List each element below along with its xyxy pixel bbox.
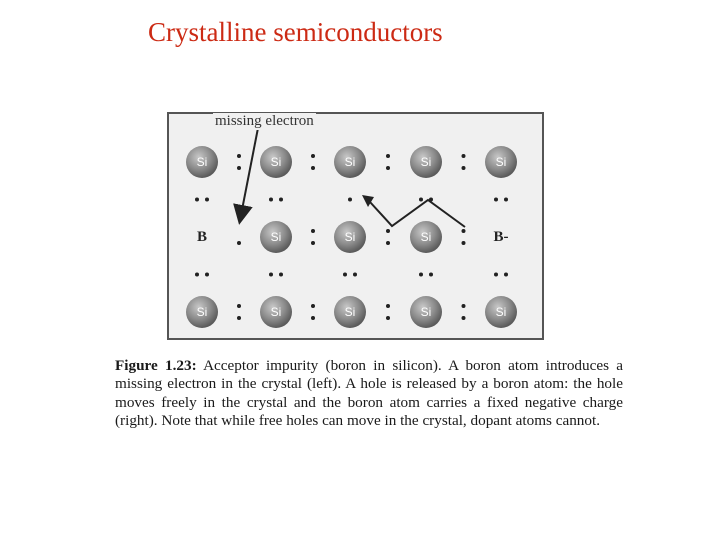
electron-dot [462,229,466,233]
missing-electron-label: missing electron [215,113,314,129]
silicon-atom-label: Si [270,155,282,169]
electron-dot [343,273,347,277]
electron-dot [419,198,423,202]
electron-dot [462,316,466,320]
electron-dot [353,273,357,277]
boron-atom-label: B- [493,229,509,245]
caption-text: Acceptor impurity (boron in silicon). A boron atom introduces a missing electron in the crystal (left). A hole is released by a boron atom: the hole moves freely in the crystal and the boron atom carries a fixed negative charge (right). Note that while free holes can move in the crystal, dopant atoms cannot. [115,357,624,429]
silicon-atom-label: Si [420,155,432,169]
electron-dot [205,198,209,202]
silicon-atom-label: Si [420,305,432,319]
silicon-atom-label: Si [270,305,282,319]
atoms [186,146,517,328]
electron-dot [462,304,466,308]
electron-dot [494,198,498,202]
caption-label: Figure 1.23: [115,357,197,374]
silicon-atom-label: Si [344,155,356,169]
electron-dot [311,304,315,308]
electron-dot [504,198,508,202]
electron-dot [494,273,498,277]
electron-dot [386,229,390,233]
electron-dot [237,241,241,245]
electron-dot [462,166,466,170]
electron-dot [237,316,241,320]
electron-dot [195,198,199,202]
electron-dot [462,241,466,245]
silicon-atom-label: Si [196,155,208,169]
silicon-atom-label: Si [420,230,432,244]
electron-dot [311,154,315,158]
electron-dot [386,316,390,320]
electron-dot [386,166,390,170]
missing-electron-arrow [241,128,258,215]
electron-dot [237,154,241,158]
electron-dot [269,273,273,277]
silicon-atom-label: Si [270,230,282,244]
electron-dot [311,229,315,233]
slide-title: Crystalline semiconductors [148,17,443,47]
electron-dot [419,273,423,277]
electron-dot [386,304,390,308]
electron-dot [311,316,315,320]
electron-dot [348,198,352,202]
silicon-atom-label: Si [196,305,208,319]
electron-dot [311,241,315,245]
electron-dot [311,166,315,170]
electron-dot [429,273,433,277]
hole-path-arrow [370,200,465,227]
silicon-atom-label: Si [344,230,356,244]
silicon-atom-label: Si [495,155,507,169]
electron-dot [462,154,466,158]
electron-dot [279,198,283,202]
electron-dot [205,273,209,277]
figure-caption [115,357,623,430]
electron-dot [386,241,390,245]
electron-dot [386,154,390,158]
boron-atom-label: B [196,229,208,245]
silicon-atom-label: Si [495,305,507,319]
silicon-atom-label: Si [344,305,356,319]
electron-dot [279,273,283,277]
electron-dot [195,273,199,277]
electron-dot [237,304,241,308]
electron-dot [504,273,508,277]
electron-dot [237,166,241,170]
electron-dot [269,198,273,202]
